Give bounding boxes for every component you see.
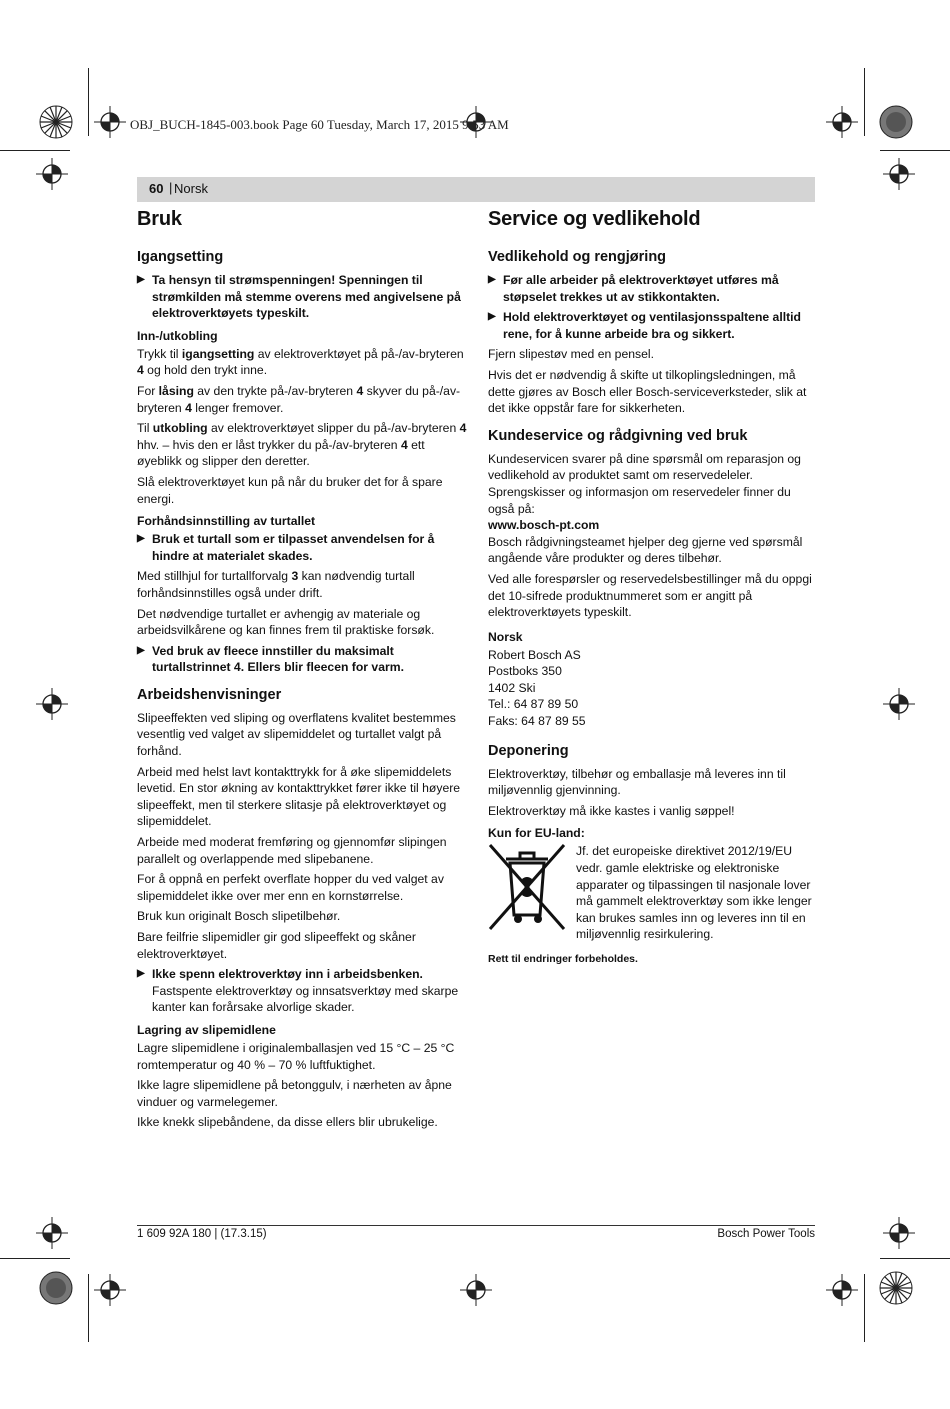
- book-file-line: OBJ_BUCH-1845-003.book Page 60 Tuesday, March 17, 2015 9:53 AM: [130, 117, 509, 132]
- address-block: [488, 647, 815, 730]
- paragraph: Arbeide med moderat fremføring og gjennomfør slipingen parallelt og overlappende med slipebanene.: [137, 835, 447, 866]
- weee-block: [488, 843, 815, 943]
- crosshair-mark-bottom-3: [826, 1274, 858, 1306]
- crosshair-mark-bottom-1: [94, 1274, 126, 1306]
- paragraph: For å oppnå en perfekt overflate hopper du ved valget av slipemiddelet ikke over mer enn en kornstørrelse.: [137, 872, 444, 903]
- page-header-bar: [137, 177, 815, 202]
- paragraph: Bruk kun originalt Bosch slipetilbehør.: [137, 909, 341, 924]
- crosshair-mark-top-1: [94, 106, 126, 138]
- paragraph: For låsing av den trykte på-/av-bryteren 4 skyver du på-/av-bryteren 4 lenger fremover.: [137, 383, 461, 415]
- paragraph: Arbeid med helst lavt kontakttrykk for å øke slipemiddelets levetid. En stor økning av kontakttrykket fører ikke til høyere slipeeffekt, men til sterkere slitasje på elektroverktøyet og slipemiddelet.: [137, 764, 461, 829]
- heading-lagring: Lagring av slipemidlene: [137, 1022, 276, 1037]
- header-separator: |: [169, 180, 173, 195]
- heading-deponering: Deponering: [488, 742, 569, 759]
- crop-line: [880, 1258, 950, 1259]
- heading-norsk: Norsk: [488, 629, 523, 644]
- bullet-arrow-icon: ▶: [137, 644, 145, 656]
- paragraph: Elektroverktøy, tilbehør og emballasje må leveres inn til miljøvennlig gjenvinning.: [488, 766, 786, 798]
- crosshair-mark-right-3: [883, 1217, 915, 1249]
- address-line: Robert Bosch AS: [488, 647, 581, 662]
- address-line: Postboks 350: [488, 664, 562, 679]
- paragraph: Fjern slipestøv med en pensel.: [488, 347, 654, 362]
- heading-vedlikehold: Vedlikehold og rengjøring: [488, 249, 667, 265]
- heading-inn-utkobling: Inn-/utkobling: [137, 328, 218, 343]
- paragraph: Kundeservicen svarer på dine spørsmål om reparasjon og vedlikehold av produktet samt om reservedeleler. Sprengskisser og informasjon om reservedeler finner du også på:: [488, 451, 801, 516]
- paragraph: Lagre slipemidlene i originalemballasjen ved 15 °C – 25 °C romtemperatur og 40 % – 70 % luftfuktighet.: [137, 1040, 455, 1072]
- bullet-arrow-icon: ▶: [488, 311, 496, 323]
- registration-mark-bottom-right: [878, 1270, 914, 1306]
- crop-line: [88, 68, 89, 136]
- crosshair-mark-right-1: [883, 158, 915, 190]
- bullet-arrow-icon: ▶: [137, 274, 145, 285]
- right-column: [488, 206, 815, 968]
- heading-igangsetting: Igangsetting: [137, 249, 224, 265]
- address-line: Faks: 64 87 89 55: [488, 714, 586, 729]
- paragraph: Elektroverktøy må ikke kastes i vanlig søppel!: [488, 803, 735, 818]
- bullet-arrow-icon: ▶: [137, 533, 145, 545]
- crop-line: [880, 150, 950, 151]
- paragraph: Trykk til igangsetting av elektroverktøyet på på-/av-bryteren 4 og hold den trykt inne.: [137, 346, 464, 378]
- warning-bullet: ▶ Ikke spenn elektroverktøy inn i arbeidsbenken. Fastspente elektroverktøy og innsatsverktøy med skarpe kanter kan forårsake alvorlige skader.: [137, 967, 459, 1015]
- crop-line: [864, 68, 865, 136]
- address-line: Tel.: 64 87 89 50: [488, 697, 579, 712]
- heading-forhandsinnstilling: Forhåndsinnstilling av turtallet: [137, 514, 316, 529]
- warning-bullet: ▶ Før alle arbeider på elektroverktøyet utføres må støpselet trekkes ut av stikkontakten.: [488, 273, 779, 304]
- disclaimer: Rett til endringer forbeholdes.: [488, 953, 638, 965]
- paragraph: Bosch rådgivningsteamet hjelper deg gjerne ved spørsmål angående våre produkter og deres tilbehør.: [488, 534, 803, 566]
- crop-line: [864, 1274, 865, 1342]
- crop-line: [0, 150, 70, 151]
- paragraph: Til utkobling av elektroverktøyet slipper du på-/av-bryteren 4 hhv. – hvis den er låst trykker du på-/av-bryteren 4 ett øyeblikk og slipper den deretter.: [137, 421, 467, 469]
- registration-mark-top-left: [38, 104, 74, 140]
- paragraph: Ved alle forespørsler og reservedelsbestillinger må du oppgi det 10-sifrede produktnummeret som er angitt på elektroverktøyets typeskilt.: [488, 571, 812, 620]
- crosshair-mark-bottom-2: [460, 1274, 492, 1306]
- paragraph: Jf. det europeiske direktivet 2012/19/EU vedr. gamle elektriske og elektroniske apparater og tilpassingen til nasjonale lover må gammelt elektroverktøy som ikke lenger kan brukes samles inn og leveres inn til en miljøvennlig resirkulering.: [576, 844, 812, 942]
- warning-bullet: ▶ Ta hensyn til strømspenningen! Spenningen til strømkilden må stemme overens med angivelsene på elektroverktøyets typeskilt.: [137, 273, 461, 321]
- registration-mark-top-right: [878, 104, 914, 140]
- header-language: Norsk: [174, 181, 208, 196]
- paragraph: Hvis det er nødvendig å skifte ut tilkoplingsledningen, må dette gjøres av Bosch eller Bosch-serviceverksteder, slik at det ikke oppstår fare for sikkerheten.: [488, 367, 807, 416]
- crosshair-mark-top-3: [826, 106, 858, 138]
- paragraph: Det nødvendige turtallet er avhengig av materiale og arbeidsvilkårene og kan finnes frem til praktiske forsøk.: [137, 606, 435, 638]
- page-number: 60: [149, 181, 164, 196]
- heading-kundeservice: Kundeservice og rådgivning ved bruk: [488, 427, 748, 444]
- crop-line: [0, 1258, 70, 1259]
- paragraph: Slipeeffekten ved sliping og overflatens kvalitet bestemmes vesentlig ved valget av slipemiddelet og turtallet valgt på forhånd.: [137, 710, 456, 759]
- crossed-out-wheelie-bin-icon: [488, 843, 566, 931]
- warning-bullet: ▶ Ved bruk av fleece innstiller du maksimalt turtallstrinnet 4. Ellers blir fleecen for varm.: [137, 643, 404, 675]
- crosshair-mark-left-3: [36, 1217, 68, 1249]
- heading-arbeidshenvisninger: Arbeidshenvisninger: [137, 686, 282, 703]
- address-line: 1402 Ski: [488, 680, 536, 695]
- section-title-bruk: Bruk: [137, 208, 182, 230]
- bullet-arrow-icon: ▶: [137, 968, 145, 980]
- website-link[interactable]: www.bosch-pt.com: [488, 518, 600, 533]
- warning-bullet: ▶ Bruk et turtall som er tilpasset anvendelsen for å hindre at materialet skades.: [137, 532, 435, 563]
- warning-bullet: ▶ Hold elektroverktøyet og ventilasjonsspaltene alltid rene, for å kunne arbeide bra og sikkert.: [488, 310, 801, 341]
- registration-mark-bottom-left: [38, 1270, 74, 1306]
- footer-brand: Bosch Power Tools: [717, 1228, 815, 1240]
- paragraph: Bare feilfrie slipemidler gir god slipeeffekt og skåner elektroverktøyet.: [137, 930, 416, 961]
- footer-rule: [137, 1225, 815, 1226]
- crosshair-mark-left-1: [36, 158, 68, 190]
- paragraph: Med stillhjul for turtallforvalg 3 kan nødvendig turtall forhåndsinnstilles også under drift.: [137, 569, 415, 600]
- paragraph: Ikke lagre slipemidlene på betonggulv, i nærheten av åpne vinduer og varmelegemer.: [137, 1078, 452, 1109]
- heading-eu-land: Kun for EU-land:: [488, 826, 585, 841]
- paragraph: Slå elektroverktøyet kun på når du bruker det for å spare energi.: [137, 474, 443, 506]
- crosshair-mark-right-2: [883, 688, 915, 720]
- footer-doc-number: 1 609 92A 180 | (17.3.15): [137, 1228, 267, 1240]
- left-column: [137, 206, 467, 1135]
- crosshair-mark-left-2: [36, 688, 68, 720]
- section-title-service: Service og vedlikehold: [488, 208, 701, 230]
- bullet-arrow-icon: ▶: [488, 274, 496, 285]
- paragraph: Ikke knekk slipebåndene, da disse ellers blir ubrukelige.: [137, 1115, 438, 1130]
- crop-line: [88, 1274, 89, 1342]
